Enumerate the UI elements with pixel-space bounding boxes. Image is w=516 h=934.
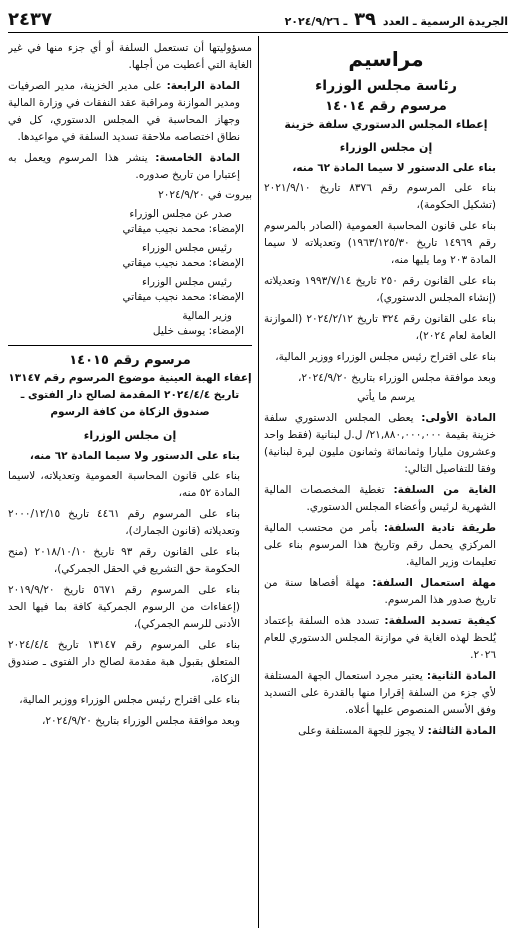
recital: بناء على المرسوم رقم ٤٤٦١ تاريخ ٢٠٠٠/١٢/١٥ وتعديلاته (قانون الجمارك)، — [8, 508, 240, 537]
president-line: إن مجلس الوزراء — [339, 141, 433, 154]
issue-date: ـ ٢٠٢٤/٩/٢٦ — [284, 14, 348, 28]
article-text: ينشر هذا المرسوم ويعمل به إعتبارا من تاريخ صدوره. — [8, 152, 240, 181]
recital: بناء على القانون رقم ٩٣ تاريخ ٢٠١٨/١٠/١٠ (منح الحكومة حق التشريع في الحقل الجمركي)، — [8, 546, 240, 575]
recital: وبعد موافقة مجلس الوزراء بتاريخ ٢٠٢٤/٩/٢٠، — [298, 372, 496, 384]
decree-number: مرسوم رقم ١٤٠١٤ — [325, 99, 447, 114]
article-label: طريقة تادية السلفة: — [383, 522, 496, 534]
based-on-constitution: بناء على الدستور ولا سيما المادة ٦٢ منه، — [29, 450, 240, 462]
article-text: على مدير الخزينة، مدير الصرفيات ومدير الموازنة ومراقبة عقد النفقات في وزارة المالية وجهاز المحاسبة في المجلس الدستوري، كل في نطاق اختصاصه ملاحقة تسديد السلفة في مواعيدها. — [8, 80, 240, 143]
article-label: كيفية تسديد السلفة: — [384, 615, 496, 627]
decree-subject: إعطاء المجلس الدستوري سلفة خزينة — [284, 118, 488, 131]
recital: بناء على القانون رقم ٣٢٤ تاريخ ٢٠٢٤/٢/١٢ (الموازنة العامة لعام ٢٠٢٤)، — [264, 313, 496, 342]
article — [264, 482, 508, 516]
section-title: مراسيم — [348, 47, 424, 71]
signature-title: صدر عن مجلس الوزراء — [129, 208, 232, 220]
recital: وبعد موافقة مجلس الوزراء بتاريخ ٢٠٢٤/٩/٢٠، — [42, 715, 240, 727]
gazette-title — [285, 9, 508, 30]
signature-name: الإمضاء: محمد نجيب ميقاتي — [122, 257, 244, 269]
signature-title: رئيس مجلس الوزراء — [141, 276, 232, 288]
article — [264, 723, 508, 740]
recital: بناء على قانون المحاسبة العمومية وتعديلاته، لاسيما المادة ٥٢ منه، — [8, 470, 240, 499]
left-column — [8, 40, 252, 928]
recital: بناء على القانون رقم ٢٥٠ تاريخ ١٩٩٣/٧/١٤ وتعديلاته (إنشاء المجلس الدستوري)، — [264, 275, 496, 304]
section-separator — [8, 345, 252, 346]
recital: بناء على اقتراح رئيس مجلس الوزراء ووزير المالية، — [275, 351, 496, 363]
recital: بناء على المرسوم رقم ١٣١٤٧ تاريخ ٢٠٢٤/٤/٤ المتعلق بقبول هبة مقدمة لصالح دار الفتوى ـ صندوق الزكاة، — [8, 639, 240, 685]
article — [264, 410, 508, 478]
recital: بناء على المرسوم رقم ٥٦٧١ تاريخ ٢٠١٩/٩/٢٠ (إعفاءات من الرسوم الجمركية كافة بما فيها الحد الأدنى للرسم الجمركي)، — [8, 584, 240, 630]
gazette-name: الجريدة الرسمية ـ العدد — [382, 14, 508, 28]
signature-title: رئيس مجلس الوزراء — [141, 242, 232, 254]
article-text: تغطية المخصصات المالية الشهرية لرئيس وأعضاء المجلس الدستوري. — [264, 484, 496, 513]
article — [264, 668, 508, 719]
issue-number: ٣٩ — [354, 8, 377, 30]
page-header — [8, 6, 508, 33]
recital: بناء على قانون المحاسبة العمومية (الصادر بالمرسوم رقم ١٤٩٦٩ تاريخ ١٩٦٣/١٢٥/٣٠) وتعديلاته لا سيما المادة ٢٠٣ وما يليها منه، — [264, 220, 496, 266]
article-text: مهلة أقصاها سنة من تاريخ صدور هذا المرسوم. — [264, 577, 496, 606]
article-label: المادة الثانية: — [426, 670, 496, 682]
article-text: تسدد هذه السلفة بإعتماد يُلحظ لهذه الغاية في موازنة المجلس الدستوري للعام ٢٠٢٦. — [264, 615, 496, 661]
president-line: إن مجلس الوزراء — [83, 429, 177, 442]
recital: بناء على المرسوم رقم ٨٣٧٦ تاريخ ٢٠٢١/٩/١٠ (تشكيل الحكومة)، — [264, 182, 496, 211]
article-text: بأمر من محتسب المالية المركزي يحمل رقم وتاريخ هذا المرسوم بناء على تعليمات وزير المالية. — [264, 522, 496, 568]
article-text: يعطى المجلس الدستوري سلفة خزينة بقيمة ٢١,٨٨٠,٠٠٠,٠٠٠/ ل.ل لبنانية (فقط واحد وعشرون مليارا وثمانمائة وثمانون مليون ليرة لبنانية) وفقا للتفاصيل التالي: — [264, 412, 496, 475]
right-column — [264, 40, 508, 928]
signature-name: الإمضاء: يوسف خليل — [152, 325, 244, 337]
article — [264, 613, 508, 664]
column-divider — [258, 36, 259, 928]
decree-number: مرسوم رقم ١٤٠١٥ — [69, 353, 191, 368]
article-label: المادة الرابعة: — [166, 80, 241, 92]
article — [8, 78, 252, 146]
article-text: لا يجوز للجهة المستلفة وعلى — [298, 725, 425, 737]
article-label: مهلة استعمال السلفة: — [372, 577, 496, 589]
recital: بناء على اقتراح رئيس مجلس الوزراء ووزير المالية، — [19, 694, 240, 706]
article-label: المادة الأولى: — [421, 412, 497, 424]
enacting-clause: يرسم ما يأتي — [357, 391, 415, 403]
signature-name: الإمضاء: محمد نجيب ميقاتي — [122, 291, 244, 303]
page-number: ٢٤٣٧ — [8, 8, 52, 30]
article-label: المادة الثالثة: — [427, 725, 496, 737]
based-on-constitution: بناء على الدستور لا سيما المادة ٦٢ منه، — [292, 162, 496, 174]
article-label: المادة الخامسة: — [155, 152, 240, 164]
article — [264, 575, 508, 609]
article-text: يعتبر مجرد استعمال الجهة المستلفة لأي جزء من السلفة إقرارا منها بالقدرة على التسديد وفق الأسس المنصوص عليها أعلاه. — [264, 670, 496, 716]
article — [8, 150, 252, 184]
signature-title: وزير المالية — [182, 310, 232, 322]
article-label: الغاية من السلفة: — [393, 484, 497, 496]
continued-text: مسؤوليتها أن تستعمل السلفة أو أي جزء منها في غير الغاية التي أعطيت من أجلها. — [8, 42, 252, 71]
section-subtitle: رئاسة مجلس الوزراء — [315, 78, 457, 94]
article — [264, 520, 508, 571]
decree-subject: إعفاء الهبة العينية موضوع المرسوم رقم ١٣١٤٧ تاريخ ٢٠٢٤/٤/٤ المقدمة لصالح دار الفتوى ـ صندوق الزكاة من كافة الرسوم — [8, 372, 252, 418]
place-date: بيروت في ٢٠٢٤/٩/٢٠ — [158, 189, 252, 201]
signature-name: الإمضاء: محمد نجيب ميقاتي — [122, 223, 244, 235]
